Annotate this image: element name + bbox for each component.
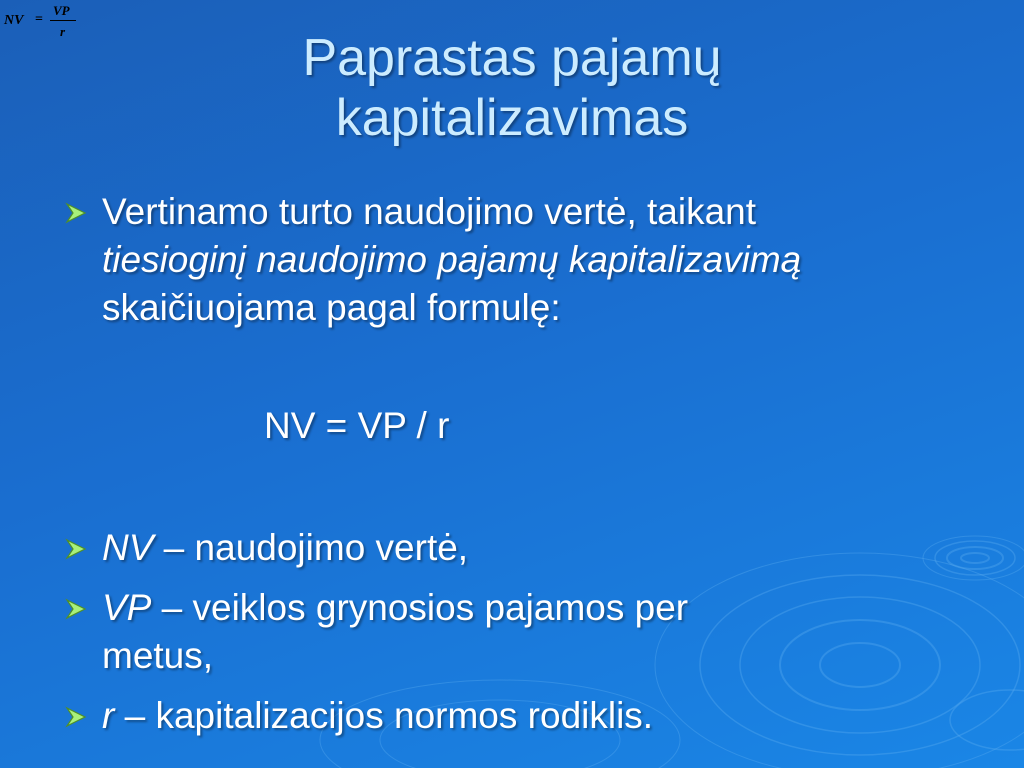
green-arrow-bullet-icon — [64, 706, 88, 728]
bullet-definition: – naudojimo vertė, — [153, 527, 469, 568]
bullet-line — [102, 692, 982, 740]
bullet-line-italic — [102, 236, 982, 284]
bullet-line — [102, 584, 982, 632]
bullet-line: metus, — [102, 635, 214, 676]
bullet-term: r — [102, 695, 115, 736]
bullet-italic-text: tiesioginį naudojimo pajamų kapitalizavimą — [102, 239, 802, 280]
bullet-term: VP — [102, 587, 152, 628]
thumbnail-equals: = — [35, 12, 43, 27]
green-arrow-bullet-icon — [64, 202, 88, 224]
bullet-line — [102, 524, 982, 572]
green-arrow-bullet-icon — [64, 598, 88, 620]
bullet-line: skaičiuojama pagal formulę: — [102, 287, 561, 328]
title-line-2: kapitalizavimas — [335, 89, 689, 147]
green-arrow-bullet-icon — [64, 538, 88, 560]
bullet-definition: – kapitalizacijos normos rodiklis. — [114, 695, 654, 736]
bullet-line: Vertinamo turto naudojimo vertė, taikant — [102, 191, 757, 232]
thumbnail-denominator: r — [60, 24, 66, 39]
bullet-definition: – veiklos grynosios pajamos per — [151, 587, 689, 628]
bullet-term: NV — [102, 527, 154, 568]
thumbnail-numerator: VP — [53, 3, 70, 18]
formula: NV = VP / r — [264, 405, 450, 446]
thumbnail-lhs: NV — [4, 13, 24, 28]
title-line-1: Paprastas pajamų — [302, 29, 722, 87]
